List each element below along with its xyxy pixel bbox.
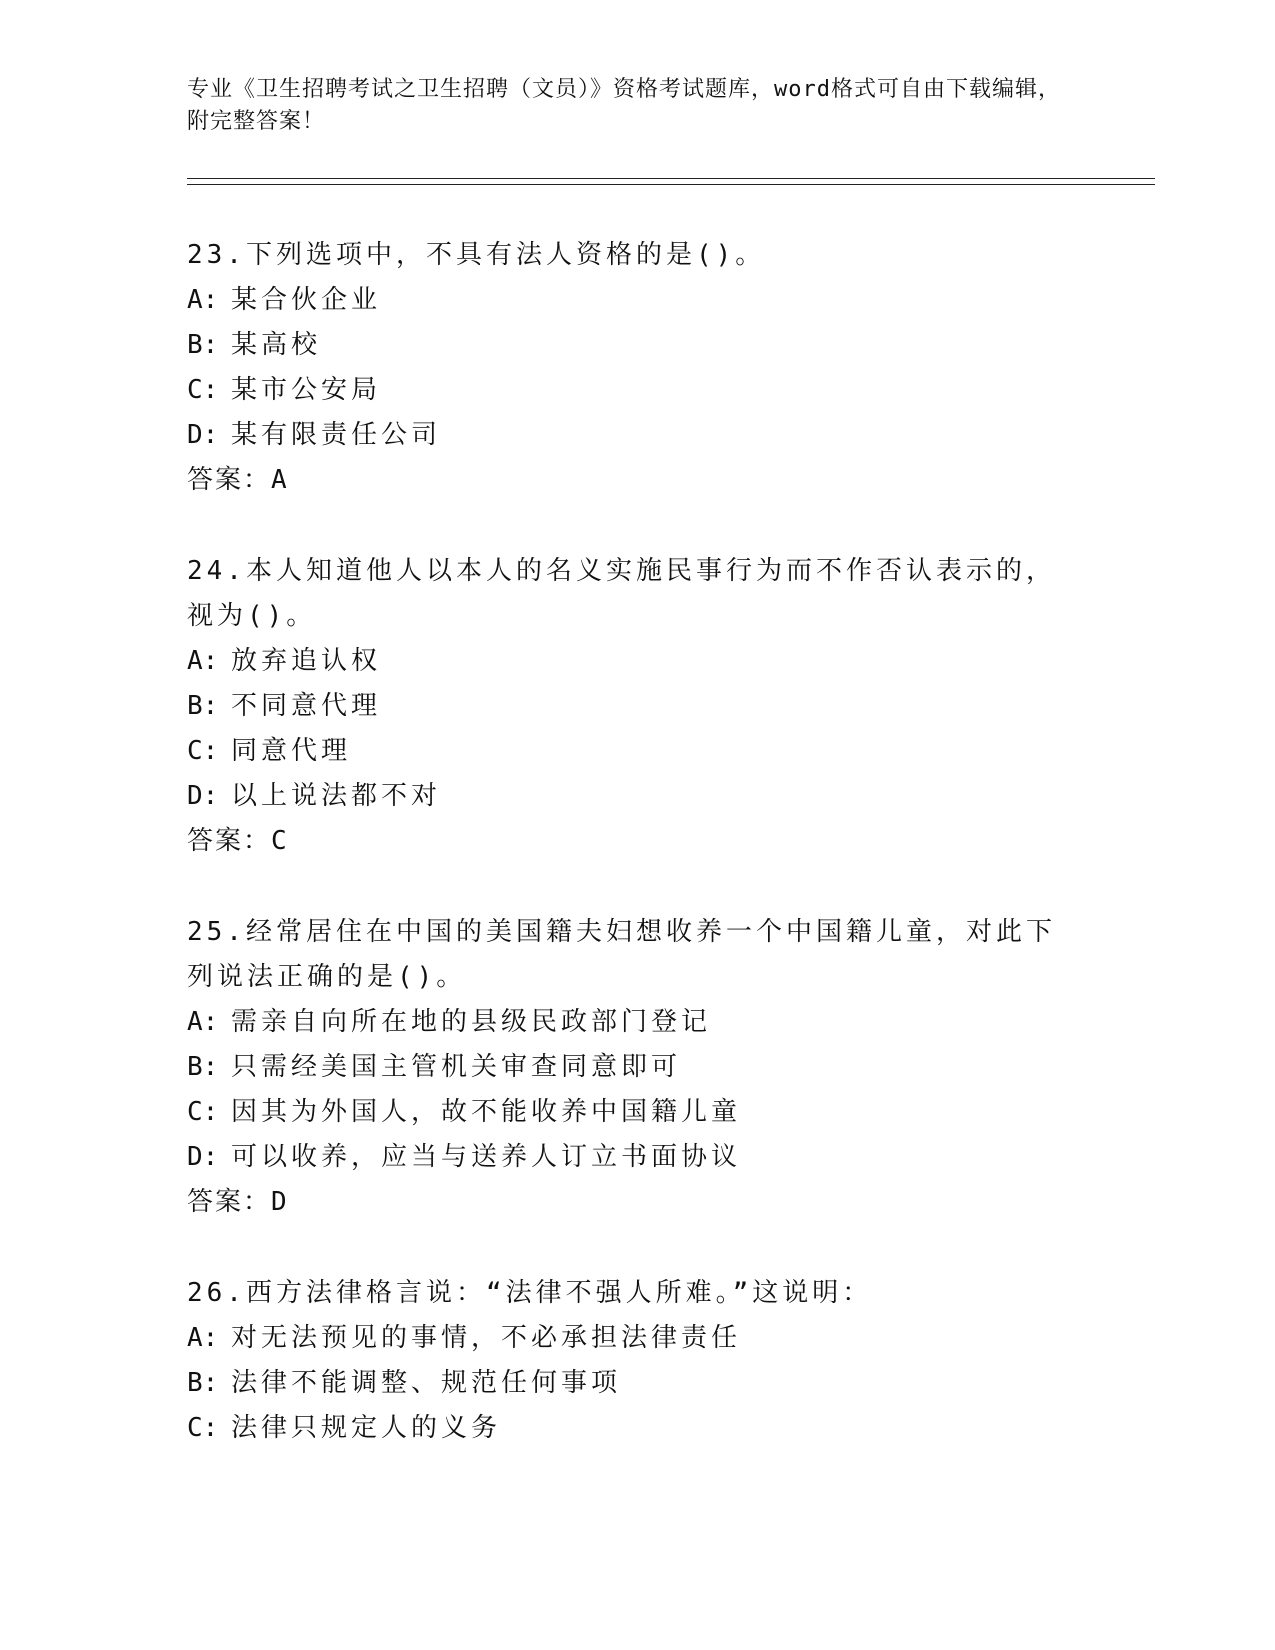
question-stem: [187, 1271, 1077, 1316]
option-text: 需亲自向所在地的县级民政部门登记: [231, 1007, 712, 1037]
option-letter: A:: [187, 285, 219, 315]
option-c: [187, 368, 1077, 413]
option-letter: B:: [187, 330, 219, 360]
question-26: [187, 1271, 1077, 1451]
header-divider-top: [187, 178, 1155, 179]
question-list: [187, 233, 1077, 1497]
option-text: 某合伙企业: [231, 285, 382, 315]
answer-line: 答案：D: [187, 1187, 289, 1217]
option-text: 放弃追认权: [231, 646, 382, 676]
option-b: [187, 323, 1077, 368]
option-d: [187, 774, 1077, 819]
option-text: 对无法预见的事情，不必承担法律责任: [231, 1323, 742, 1353]
option-b: [187, 1045, 1077, 1090]
option-text: 以上说法都不对: [231, 781, 442, 811]
option-text: 某高校: [231, 330, 322, 360]
question-number: 23.: [187, 240, 246, 270]
option-letter: D:: [187, 420, 219, 450]
question-text: 下列选项中，不具有法人资格的是()。: [245, 240, 766, 270]
question-23: [187, 233, 1077, 503]
option-letter: D:: [187, 781, 219, 811]
option-text: 因其为外国人，故不能收养中国籍儿童: [231, 1097, 742, 1127]
option-a: [187, 1000, 1077, 1045]
option-b: [187, 1361, 1077, 1406]
option-b: [187, 684, 1077, 729]
question-25: [187, 910, 1077, 1225]
question-number: 24.: [187, 556, 246, 586]
option-letter: B:: [187, 1052, 219, 1082]
question-text: 经常居住在中国的美国籍夫妇想收养一个中国籍儿童，对此下列说法正确的是()。: [187, 917, 1056, 992]
option-letter: A:: [187, 1007, 219, 1037]
option-a: [187, 278, 1077, 323]
option-text: 可以收养，应当与送养人订立书面协议: [231, 1142, 742, 1172]
option-letter: D:: [187, 1142, 219, 1172]
option-text: 同意代理: [231, 736, 352, 766]
option-text: 只需经美国主管机关审查同意即可: [231, 1052, 682, 1082]
option-letter: B:: [187, 1368, 219, 1398]
option-d: [187, 1135, 1077, 1180]
option-text: 某有限责任公司: [231, 420, 442, 450]
option-text: 某市公安局: [231, 375, 382, 405]
option-letter: C:: [187, 1413, 219, 1443]
question-stem: [187, 549, 1077, 639]
option-letter: C:: [187, 736, 219, 766]
header-divider-bottom: [187, 184, 1155, 185]
question-stem: [187, 910, 1077, 1000]
option-a: [187, 639, 1077, 684]
answer-line: 答案：A: [187, 465, 289, 495]
option-a: [187, 1316, 1077, 1361]
question-text: 西方法律格言说：“法律不强人所难。”这说明：: [245, 1278, 873, 1308]
option-letter: B:: [187, 691, 219, 721]
option-c: [187, 1090, 1077, 1135]
question-number: 26.: [187, 1278, 246, 1308]
option-c: [187, 1406, 1077, 1451]
option-letter: A:: [187, 1323, 219, 1353]
option-text: 法律不能调整、规范任何事项: [231, 1368, 622, 1398]
option-text: 不同意代理: [231, 691, 382, 721]
document-header: 专业《卫生招聘考试之卫生招聘（文员）》资格考试题库，word格式可自由下载编辑，附完整答案！: [187, 77, 1061, 134]
option-letter: A:: [187, 646, 219, 676]
question-24: [187, 549, 1077, 864]
option-letter: C:: [187, 1097, 219, 1127]
question-stem: [187, 233, 1077, 278]
option-d: [187, 413, 1077, 458]
question-number: 25.: [187, 917, 246, 947]
question-text: 本人知道他人以本人的名义实施民事行为而不作否认表示的，视为()。: [187, 556, 1056, 631]
option-c: [187, 729, 1077, 774]
answer-line: 答案：C: [187, 826, 289, 856]
option-text: 法律只规定人的义务: [231, 1413, 502, 1443]
option-letter: C:: [187, 375, 219, 405]
